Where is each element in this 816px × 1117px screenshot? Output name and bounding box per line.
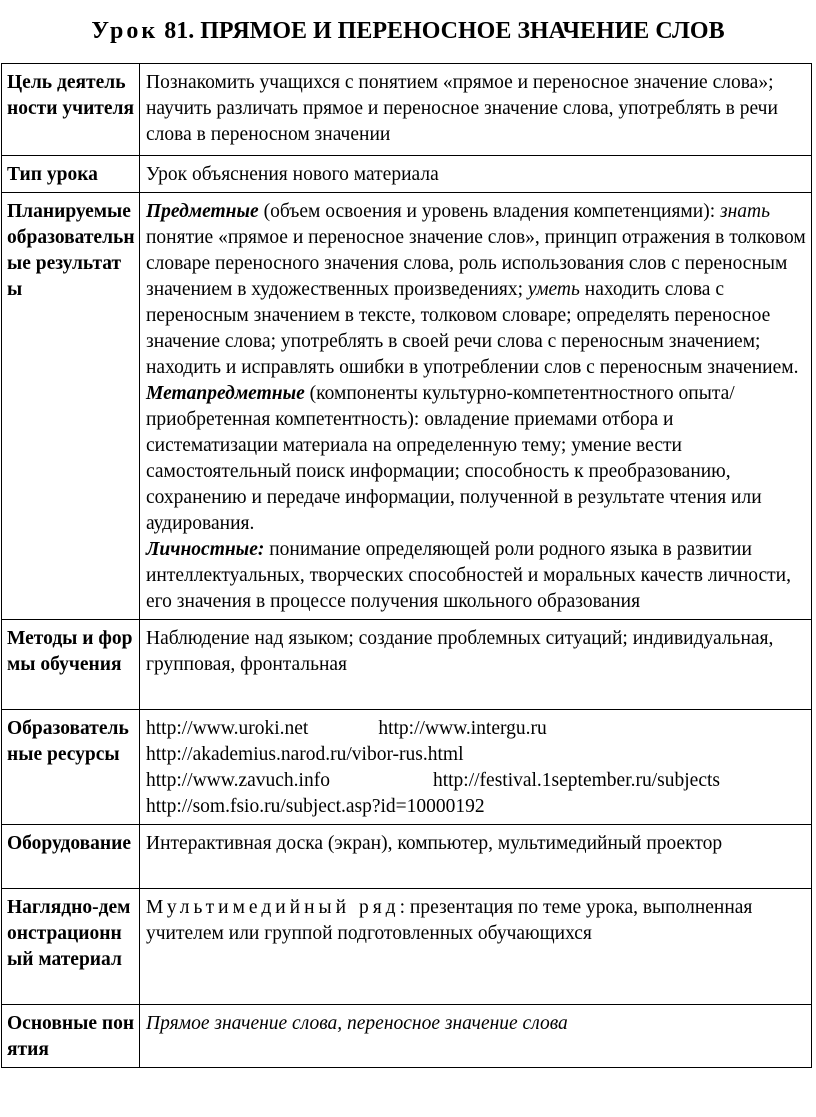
resource-link[interactable]: http://www.zavuch.info [146,770,330,791]
subject-results-intro: (объем освоения и уровень владения компетенциями): [258,201,720,222]
row-label-visual: Наглядно-демонстрационный материал [2,889,140,1005]
personal-results-text: понимание определяющей роли родного языка в развитии интеллектуальных, творческих способностей и моральных качеств личности, его значения в процессе получения школьного образования [146,539,791,612]
table-row-equipment [2,825,812,889]
table-row-results [2,193,812,620]
row-label-resources: Образовательные ресурсы [2,710,140,825]
table-row-resources [2,710,812,825]
row-content-results [140,193,812,620]
resource-line-3 [146,768,807,794]
row-label-goal: Цель деятельности учителя [2,64,140,156]
row-label-results: Планируемые образовательные результаты [2,193,140,620]
meta-results-heading: Метапредметные [146,383,305,404]
row-label-methods: Методы и формы обучения [2,620,140,710]
subject-results-heading: Предметные [146,201,259,222]
row-content-resources [140,710,812,825]
row-label-concepts: Основные понятия [2,1005,140,1068]
row-content-goal: Познакомить учащихся с понятием «прямое и переносное значение слова»; научить различать прямое и переносное значение слова, употреблять в речи слова в переносном значении [140,64,812,156]
row-content-visual [140,889,812,1005]
meta-results-text: (компоненты культурно-компетентностного опыта/приобретенная компетентность): овладение приемами отбора и систематизации материала на определенную тему; умение вести самостоятельный поиск информации; способность к преобразованию, сохранению и передаче информации, полученной в результате чтения или аудирования. [146,383,762,534]
resource-line-2 [146,742,807,768]
know-word: знать [719,201,770,222]
resource-link[interactable]: http://akademius.narod.ru/vibor-rus.html [146,744,464,765]
row-label-equipment: Оборудование [2,825,140,889]
title-prefix: Урок [91,18,159,44]
table-row-visual [2,889,812,1005]
table-row-methods [2,620,812,710]
can-word: уметь [527,279,580,300]
resource-link[interactable]: http://festival.1september.ru/subjects [432,770,720,791]
resource-line-4 [146,794,807,820]
resource-line-1 [146,716,807,742]
title-rest: 81. ПРЯМОЕ И ПЕРЕНОСНОЕ ЗНАЧЕНИЕ СЛОВ [158,18,725,44]
table-row-lesson-type [2,156,812,193]
resource-link[interactable]: http://www.intergu.ru [378,718,547,739]
can-text: находить слова с переносным значением в тексте, толковом словаре; определять переносное значение слова; употреблять в своей речи слова с переносным значением; находить и исправлять ошибки в употреблении слов с переносным значением. [146,279,799,378]
visual-text: : презентация по теме урока, выполненная учителем или группой подготовленных обучающихся [146,897,753,944]
lesson-plan-table [1,63,812,1068]
resource-link[interactable]: http://som.fsio.ru/subject.asp?id=10000192 [146,796,485,817]
resource-link[interactable]: http://www.uroki.net [146,718,309,739]
row-label-lesson-type: Тип урока [2,156,140,193]
row-content-methods: Наблюдение над языком; создание проблемных ситуаций; индивидуальная, групповая, фронтальная [140,620,812,710]
row-content-concepts: Прямое значение слова, переносное значение слова [140,1005,812,1068]
visual-lead: Мультимедийный ряд [146,897,400,918]
row-content-lesson-type: Урок объяснения нового материала [140,156,812,193]
page-title [0,16,816,46]
know-text: понятие «прямое и переносное значение слов», принцип отражения в толковом словаре переносного значения слова, роль использования слов с переносным значением в художественных произведениях; [146,227,806,300]
personal-results-heading: Личностные: [146,539,265,560]
table-row-goal [2,64,812,156]
row-content-equipment: Интерактивная доска (экран), компьютер, мультимедийный проектор [140,825,812,889]
table-row-concepts [2,1005,812,1068]
